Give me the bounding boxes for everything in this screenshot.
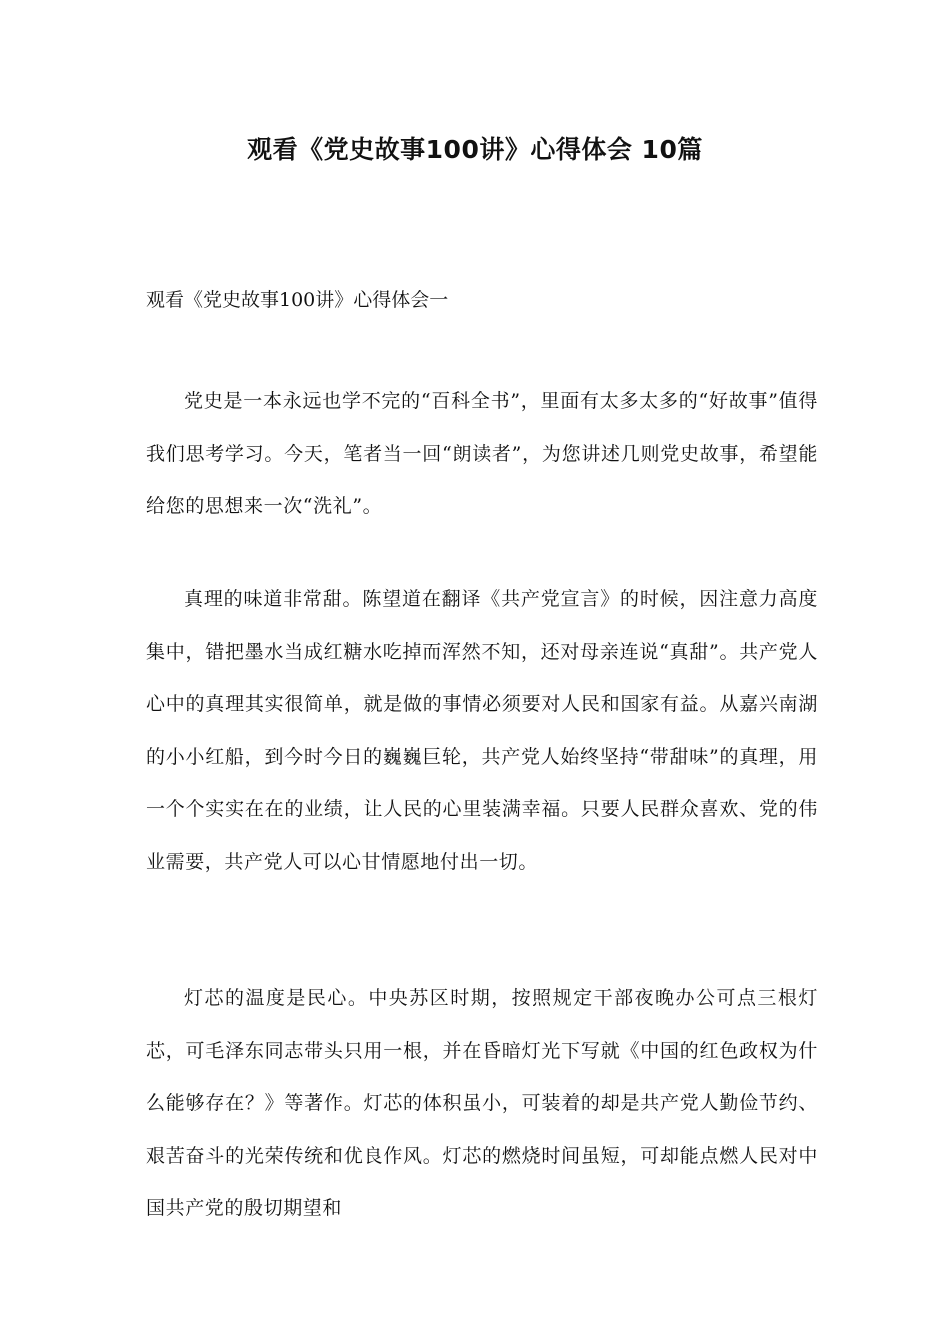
paragraph-1: 党史是一本永远也学不完的“百科全书”，里面有太多太多的“好故事”值得我们思考学习。今天，笔者当一回“朗读者”，为您讲述几则党史故事，希望能给您的思想来一次“洗礼”。	[146, 390, 818, 517]
paragraph-2: 真理的味道非常甜。陈望道在翻译《共产党宣言》的时候，因注意力高度集中，错把墨水当成红糖水吃掉而浑然不知，还对母亲连说“真甜”。共产党人心中的真理其实很简单，就是做的事情必须要对人民和国家有益。从嘉兴南湖的小小红船，到今时今日的巍巍巨轮，共产党人始终坚持“带甜味”的真理，用一个个实实在在的业绩，让人民的心里装满幸福。只要人民群众喜欢、党的伟业需要，共产党人可以心甘情愿地付出一切。	[146, 588, 818, 873]
section-heading: 观看《党史故事100讲》心得体会一	[146, 289, 449, 311]
paragraph-3: 灯芯的温度是民心。中央苏区时期，按照规定干部夜晚办公可点三根灯芯，可毛泽东同志带头只用一根，并在昏暗灯光下写就《中国的红色政权为什么能够存在？》等著作。灯芯的体积虽小，可装着的却是共产党人勤俭节约、艰苦奋斗的光荣传统和优良作风。灯芯的燃烧时间虽短，可却能点燃人民对中国共产党的殷切期望和	[146, 987, 818, 1219]
document-title: 观看《党史故事100讲》心得体会 10篇	[247, 135, 703, 164]
